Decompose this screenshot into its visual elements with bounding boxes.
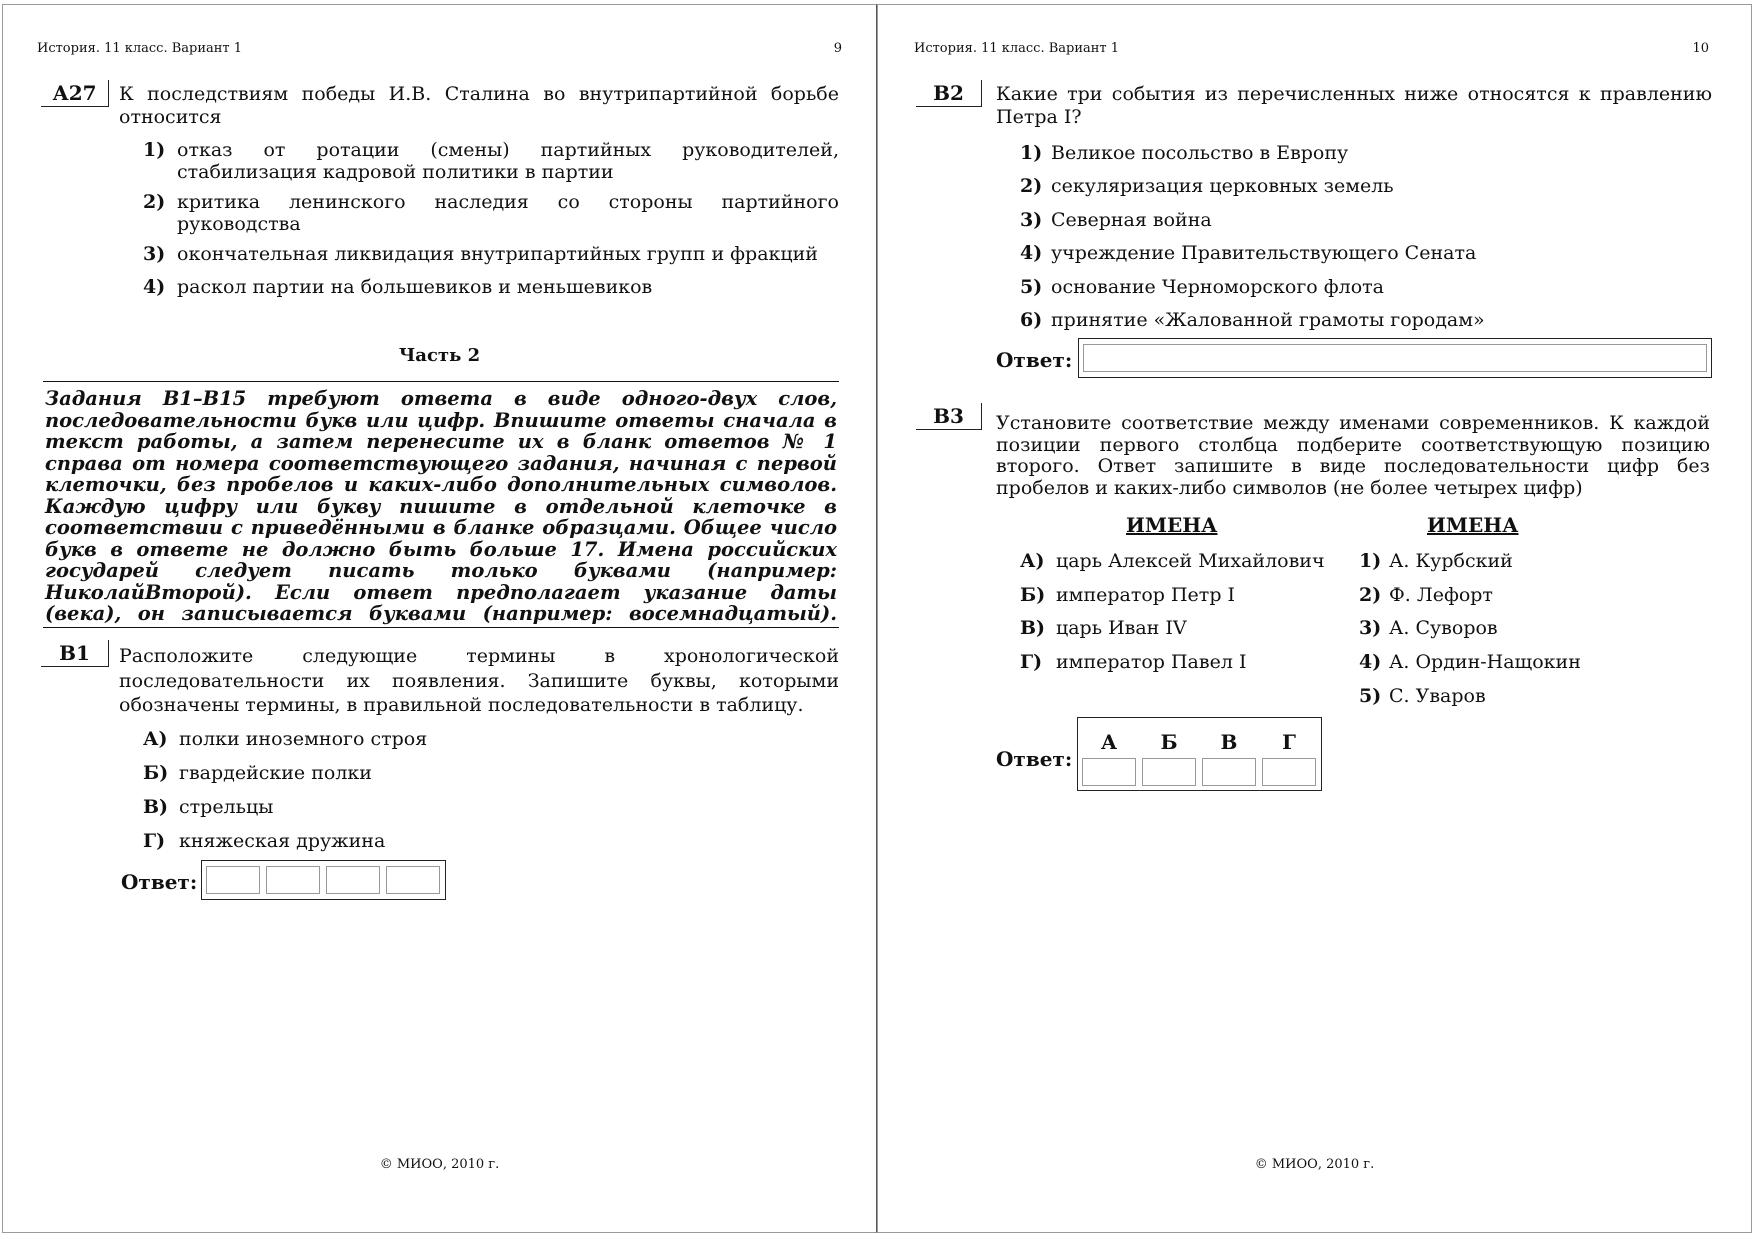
option-number: 5) — [1020, 276, 1043, 298]
answer-table — [1077, 717, 1322, 791]
item-letter: Б) — [1020, 584, 1046, 606]
b1-option-g[interactable] — [143, 830, 839, 852]
item-letter: В) — [1020, 617, 1046, 639]
a27-option-3[interactable] — [143, 243, 839, 265]
a27-option-4[interactable] — [143, 276, 839, 298]
question-label-b1: В1 — [41, 640, 109, 667]
question-label-a27: А27 — [41, 80, 109, 107]
right-page — [877, 4, 1752, 1233]
right-column-header: ИМЕНА — [1427, 513, 1519, 537]
divider — [43, 627, 839, 628]
option-text: стрельцы — [179, 796, 274, 818]
answer-box — [1078, 338, 1712, 378]
answer-label: Ответ: — [121, 870, 198, 894]
option-number: 4) — [143, 276, 166, 298]
option-number: 1) — [143, 139, 166, 161]
b2-option-4[interactable] — [1020, 242, 1710, 264]
b3-right-item-5[interactable] — [1359, 685, 1679, 707]
page-number: 10 — [1692, 41, 1709, 56]
part-instructions: Задания В1–В15 требуют ответа в виде одного-двух слов, последовательности букв или цифр. Впишите ответы сначала в текст работы, а затем перенесите их в бланк ответов № 1 справа от номера соответствующего задания, начиная с первой клеточки, без пробелов и каких-либо дополнительных символов. Каждую цифру или букву пишите в отдельной клеточке в соответствии с приведёнными в бланке образцами. Общее число букв в ответе не должно быть больше 17. Имена российских государей следует писать только буквами (например: НиколайВторой). Если ответ предполагает указание даты (века), он записывается буквами (например: восемнадцатый). — [45, 387, 837, 625]
item-text: царь Алексей Михайлович — [1056, 550, 1325, 572]
question-text-b2: Какие три события из перечисленных ниже относятся к правлению Петра I? — [996, 83, 1712, 128]
item-text: С. Уваров — [1389, 685, 1486, 707]
answer-cell[interactable] — [1262, 758, 1316, 786]
answer-cell[interactable] — [206, 866, 260, 894]
item-text: Ф. Лефорт — [1389, 584, 1493, 606]
header-title: История. 11 класс. Вариант 1 — [37, 41, 243, 56]
answer-field[interactable] — [1083, 344, 1707, 372]
option-number: 1) — [1020, 142, 1043, 164]
item-number: 3) — [1359, 617, 1382, 639]
answer-column-b: Б — [1160, 730, 1178, 754]
page-footer: © МИОО, 2010 г. — [379, 1157, 500, 1172]
option-text: княжеская дружина — [179, 830, 386, 852]
option-text: принятие «Жалованной грамоты городам» — [1051, 309, 1485, 331]
item-text: император Петр I — [1056, 584, 1236, 606]
answer-cell[interactable] — [386, 866, 440, 894]
b1-option-b[interactable] — [143, 762, 839, 784]
item-text: А. Суворов — [1389, 617, 1498, 639]
answer-box — [201, 860, 446, 900]
option-letter: Б) — [143, 762, 169, 784]
answer-cell[interactable] — [326, 866, 380, 894]
item-text: А. Курбский — [1389, 550, 1513, 572]
divider — [43, 381, 839, 382]
b2-option-1[interactable] — [1020, 142, 1710, 164]
option-number: 6) — [1020, 309, 1043, 331]
item-text: император Павел I — [1056, 651, 1247, 673]
option-text: секуляризация церковных земель — [1051, 175, 1394, 197]
b3-left-item-g[interactable] — [1020, 651, 1340, 673]
answer-cell[interactable] — [1202, 758, 1256, 786]
answer-label: Ответ: — [996, 348, 1073, 372]
option-text: отказ от ротации (смены) партийных руководителей, стабилизация кадровой политики в партии — [177, 139, 839, 183]
question-label-b2: В2 — [916, 80, 982, 107]
option-text: учреждение Правительствующего Сената — [1051, 242, 1477, 264]
item-number: 1) — [1359, 550, 1382, 572]
page-header — [37, 41, 842, 56]
b3-left-item-v[interactable] — [1020, 617, 1340, 639]
a27-option-2[interactable] — [143, 191, 839, 235]
b3-right-item-3[interactable] — [1359, 617, 1679, 639]
option-letter: Г) — [143, 830, 166, 852]
option-number: 3) — [143, 243, 166, 265]
a27-option-1[interactable] — [143, 139, 839, 183]
question-text-b1: Расположите следующие термины в хронологической последовательности их появления. Запишите буквы, которыми обозначены термины, в правильной последовательности в таблицу. — [119, 645, 839, 716]
b1-option-a[interactable] — [143, 728, 839, 750]
option-letter: В) — [143, 796, 169, 818]
option-number: 2) — [1020, 175, 1043, 197]
item-number: 4) — [1359, 651, 1382, 673]
part-title: Часть 2 — [398, 345, 481, 366]
b2-option-3[interactable] — [1020, 209, 1710, 231]
answer-label: Ответ: — [996, 747, 1073, 771]
page-footer: © МИОО, 2010 г. — [1254, 1157, 1375, 1172]
question-text-b3: Установите соответствие между именами современников. К каждой позиции первого столбца подберите соответствующую позицию второго. Ответ запишите в виде последовательности цифр без пробелов и каких-либо символов (не более четырех цифр) — [996, 412, 1710, 499]
page-header — [914, 41, 1709, 56]
option-number: 4) — [1020, 242, 1043, 264]
b3-right-item-4[interactable] — [1359, 651, 1679, 673]
option-text: Великое посольство в Европу — [1051, 142, 1349, 164]
option-letter: А) — [143, 728, 168, 750]
item-number: 5) — [1359, 685, 1382, 707]
item-number: 2) — [1359, 584, 1382, 606]
question-text-a27: К последствиям победы И.В. Сталина во внутрипартийной борьбе относится — [119, 83, 839, 128]
b3-right-item-1[interactable] — [1359, 550, 1679, 572]
item-letter: А) — [1020, 550, 1045, 572]
page-number: 9 — [833, 41, 842, 56]
b3-left-item-b[interactable] — [1020, 584, 1340, 606]
item-text: А. Ордин-Нащокин — [1389, 651, 1581, 673]
option-text: Северная война — [1051, 209, 1212, 231]
answer-column-v: В — [1220, 730, 1238, 754]
option-text: основание Черноморского флота — [1051, 276, 1385, 298]
b2-option-6[interactable] — [1020, 309, 1710, 331]
answer-column-a: А — [1100, 730, 1118, 754]
left-page — [2, 4, 877, 1233]
b2-option-5[interactable] — [1020, 276, 1710, 298]
answer-cell[interactable] — [1082, 758, 1136, 786]
answer-cell[interactable] — [266, 866, 320, 894]
option-text: окончательная ликвидация внутрипартийных групп и фракций — [177, 243, 818, 265]
answer-cell[interactable] — [1142, 758, 1196, 786]
b3-left-item-a[interactable] — [1020, 550, 1340, 572]
option-text: полки иноземного строя — [179, 728, 428, 750]
question-label-b3: В3 — [916, 403, 982, 430]
left-column-header: ИМЕНА — [1126, 513, 1218, 537]
item-text: царь Иван IV — [1056, 617, 1187, 639]
option-text: критика ленинского наследия со стороны партийного руководства — [177, 191, 839, 235]
option-number: 2) — [143, 191, 166, 213]
option-number: 3) — [1020, 209, 1043, 231]
item-letter: Г) — [1020, 651, 1043, 673]
option-text: раскол партии на большевиков и меньшевиков — [177, 276, 653, 298]
b2-option-2[interactable] — [1020, 175, 1710, 197]
header-title: История. 11 класс. Вариант 1 — [914, 41, 1120, 56]
b3-right-item-2[interactable] — [1359, 584, 1679, 606]
b1-option-v[interactable] — [143, 796, 839, 818]
option-text: гвардейские полки — [179, 762, 372, 784]
answer-column-g: Г — [1282, 730, 1296, 754]
